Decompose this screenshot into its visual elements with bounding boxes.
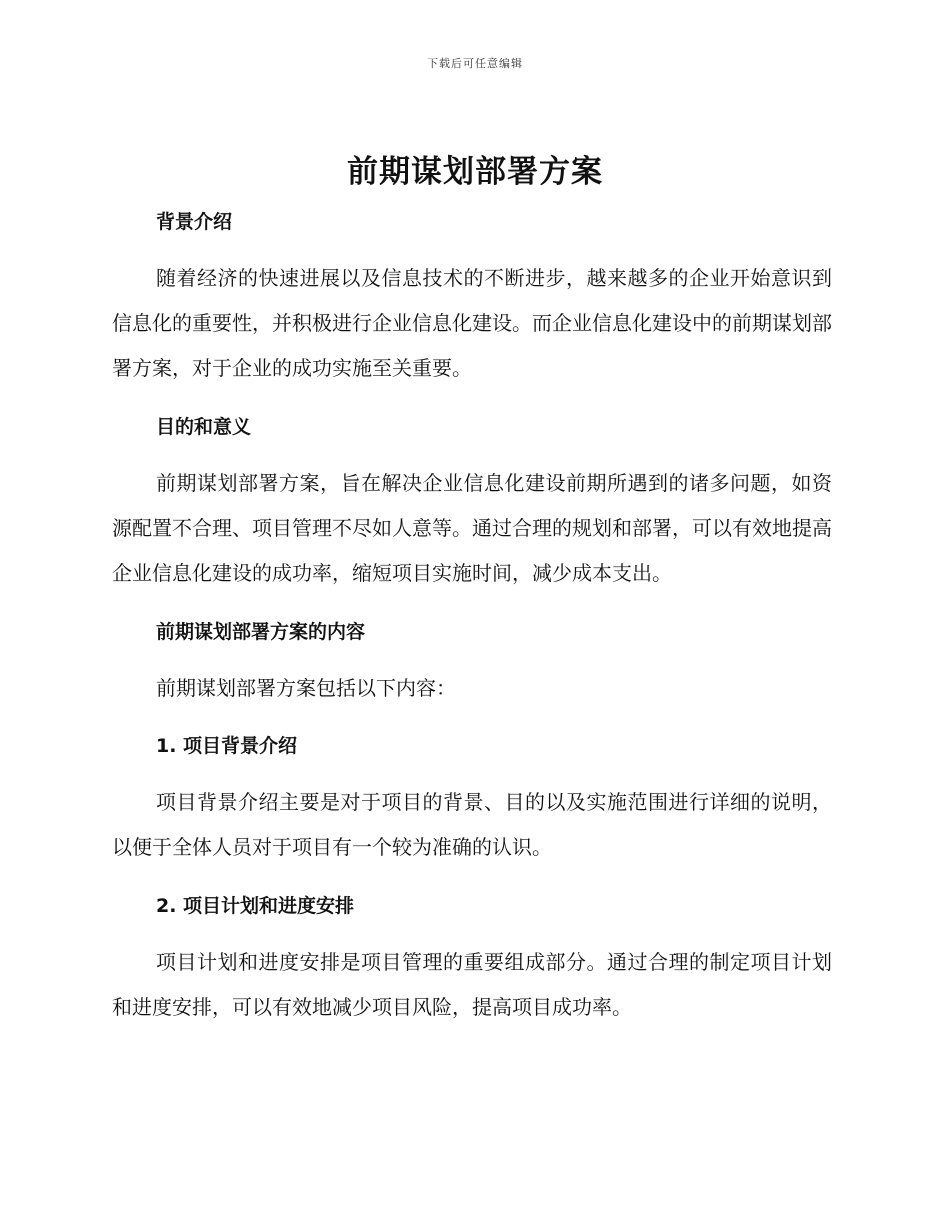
section-item-1-body [112,780,832,870]
section-content-body [112,666,832,711]
section-heading: 背景介绍 [156,211,233,233]
section-heading: 1. 项目背景介绍 [156,735,298,757]
section-paragraph: 前期谋划部署方案，旨在解决企业信息化建设前期所遇到的诸多问题，如资源配置不合理、项目管理不尽如人意等。通过合理的规划和部署，可以有效地提高企业信息化建设的成功率，缩短项目实施时间，减少成本支出。 [112,471,832,585]
section-heading: 2. 项目计划和进度安排 [156,895,355,917]
section-paragraph: 随着经济的快速进展以及信息技术的不断进步，越来越多的企业开始意识到信息化的重要性，并积极进行企业信息化建设。而企业信息化建设中的前期谋划部署方案，对于企业的成功实施至关重要。 [112,266,832,380]
section-paragraph: 项目背景介绍主要是对于项目的背景、目的以及实施范围进行详细的说明，以便于全体人员对于项目有一个较为准确的认识。 [112,790,832,859]
section-content [112,618,832,646]
section-heading: 前期谋划部署方案的内容 [156,621,366,643]
section-background [112,208,832,236]
section-heading: 目的和意义 [156,416,252,438]
section-background-body [112,256,832,391]
section-item-2 [112,892,832,920]
section-item-1 [112,732,832,760]
section-paragraph: 前期谋划部署方案包括以下内容： [156,676,456,700]
document-title: 前期谋划部署方案 [347,154,603,190]
page-header-note: 下载后可任意编辑 [427,57,523,70]
section-item-2-body [112,940,832,1030]
section-purpose-body [112,461,832,596]
section-paragraph: 项目计划和进度安排是项目管理的重要组成部分。通过合理的制定项目计划和进度安排，可以有效地减少项目风险，提高项目成功率。 [112,950,832,1019]
section-purpose [112,413,832,441]
